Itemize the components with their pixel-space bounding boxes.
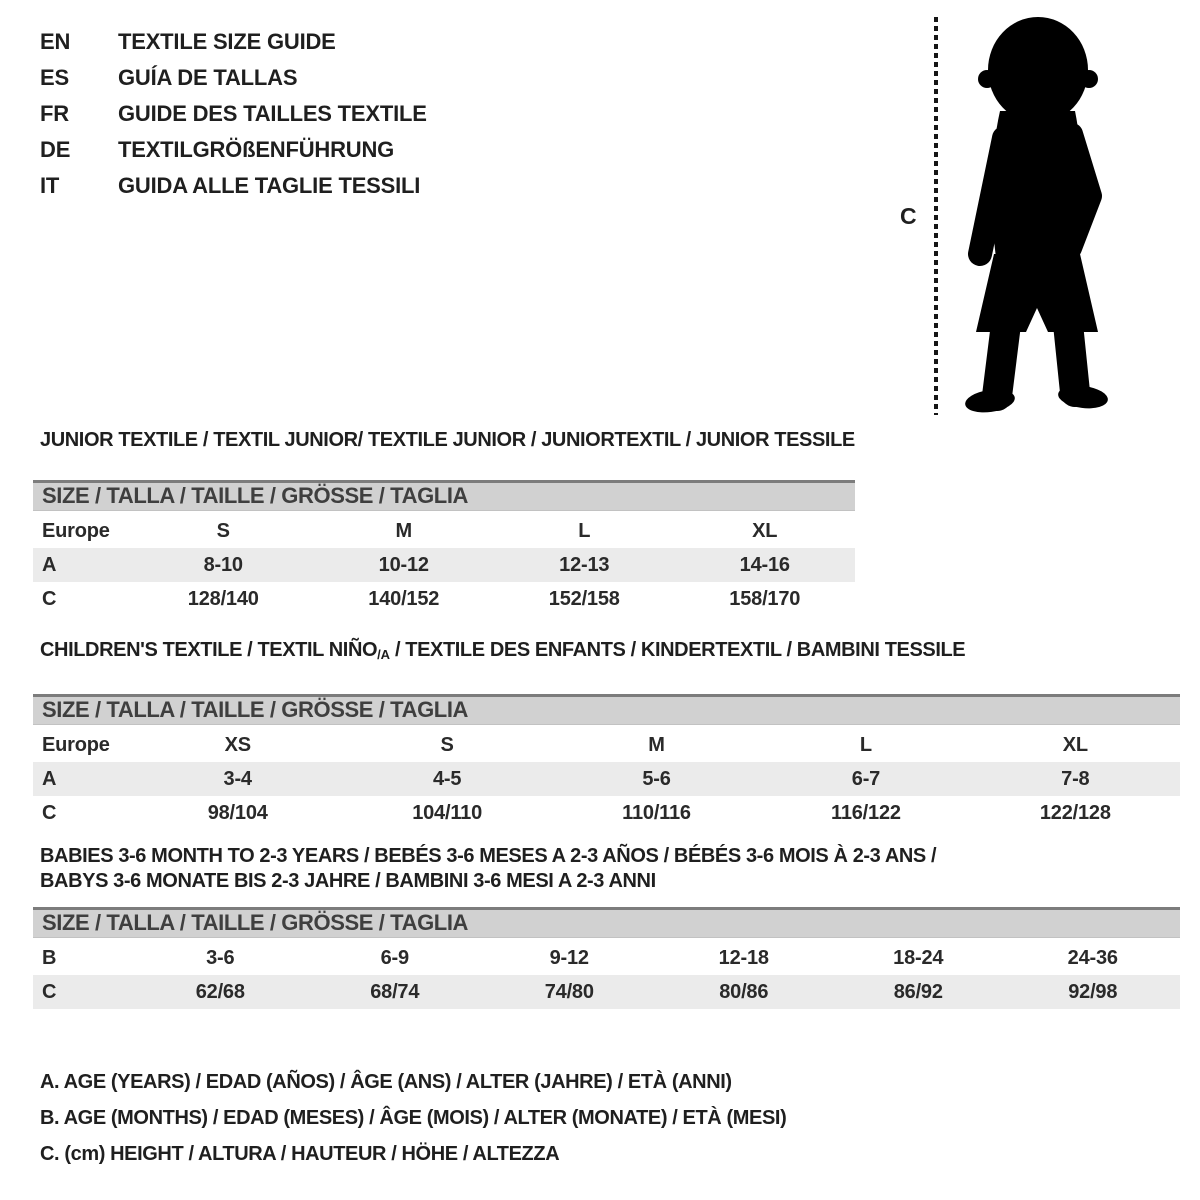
size-cell: S	[440, 733, 454, 756]
babies-title-line-1: BABIES 3-6 MONTH TO 2-3 YEARS / BEBÉS 3-6 MESES A 2-3 AÑOS / BÉBÉS 3-6 MOIS À 2-3 ANS /	[40, 845, 937, 867]
size-cell: 5-6	[642, 767, 671, 790]
size-cell: 152/158	[548, 587, 620, 610]
title-part-pre: CHILDREN'S TEXTILE / TEXTIL NIÑO	[40, 639, 378, 661]
height-dashed-line	[934, 17, 938, 415]
section-childrens-textile	[33, 638, 1180, 830]
row-label: C	[42, 587, 57, 610]
guide-title-en: TEXTILE SIZE GUIDE	[118, 29, 336, 54]
size-header-bar: SIZE / TALLA / TAILLE / GRÖSSE / TAGLIA	[33, 907, 1180, 938]
lang-code: IT	[40, 173, 60, 198]
babies-title-line-2: BABYS 3-6 MONATE BIS 2-3 JAHRE / BAMBINI 3-6 MESI A 2-3 ANNI	[40, 870, 656, 892]
lang-row-it	[40, 168, 427, 204]
table-row	[33, 582, 855, 616]
table-row	[33, 548, 855, 582]
section-junior-textile	[33, 428, 855, 616]
section-title-children	[40, 638, 1180, 667]
size-cell: 62/68	[195, 980, 245, 1003]
size-cell: 18-24	[893, 946, 944, 969]
children-size-table	[33, 728, 1180, 830]
row-label: B	[42, 946, 57, 969]
lang-row-en	[40, 24, 427, 60]
section-title-babies	[40, 844, 1180, 894]
size-cell: 86/92	[893, 980, 943, 1003]
size-cell: 74/80	[544, 980, 594, 1003]
legend	[40, 1064, 786, 1172]
size-cell: XL	[752, 519, 778, 542]
legend-line-c: C. (cm) HEIGHT / ALTURA / HAUTEUR / HÖHE / ALTEZZA	[40, 1143, 560, 1165]
size-cell: 158/170	[729, 587, 801, 610]
table-row	[33, 941, 1180, 975]
table-row	[33, 975, 1180, 1009]
row-label: A	[42, 553, 57, 576]
size-cell: 12-18	[718, 946, 769, 969]
size-cell: L	[859, 733, 872, 756]
legend-line-b: B. AGE (MONTHS) / EDAD (MESES) / ÂGE (MOIS) / ALTER (MONATE) / ETÀ (MESI)	[40, 1107, 787, 1129]
lang-code: FR	[40, 101, 69, 126]
size-cell: 8-10	[203, 553, 243, 576]
row-label: C	[42, 801, 57, 824]
lang-row-fr	[40, 96, 427, 132]
legend-line-a: A. AGE (YEARS) / EDAD (AÑOS) / ÂGE (ANS) / ALTER (JAHRE) / ETÀ (ANNI)	[40, 1071, 732, 1093]
size-header-bar: SIZE / TALLA / TAILLE / GRÖSSE / TAGLIA	[33, 480, 855, 511]
size-cell: S	[216, 519, 230, 542]
baby-height-figure	[900, 16, 1127, 416]
size-header-bar: SIZE / TALLA / TAILLE / GRÖSSE / TAGLIA	[33, 694, 1180, 725]
title-part-sub: /A	[377, 647, 390, 662]
size-cell: 80/86	[719, 980, 769, 1003]
row-label: A	[42, 767, 57, 790]
row-label: Europe	[42, 733, 110, 756]
size-cell: 14-16	[739, 553, 790, 576]
size-cell: 6-9	[380, 946, 409, 969]
babies-size-table	[33, 941, 1180, 1009]
size-cell: 12-13	[559, 553, 610, 576]
size-cell: 4-5	[432, 767, 462, 790]
table-row	[33, 728, 1180, 762]
size-cell: 110/116	[622, 801, 691, 824]
size-cell: 128/140	[187, 587, 259, 610]
size-cell: 6-7	[851, 767, 881, 790]
size-cell: 24-36	[1067, 946, 1118, 969]
size-cell: 104/110	[412, 801, 482, 824]
size-cell: 68/74	[370, 980, 420, 1003]
size-cell: 116/122	[831, 801, 901, 824]
size-cell: M	[648, 733, 665, 756]
table-row	[33, 514, 855, 548]
size-cell: L	[578, 519, 591, 542]
size-cell: M	[395, 519, 412, 542]
size-cell: 7-8	[1061, 767, 1090, 790]
baby-silhouette-icon	[952, 16, 1127, 416]
size-cell: 122/128	[1039, 801, 1111, 824]
size-cell: XL	[1062, 733, 1088, 756]
guide-title-it: GUIDA ALLE TAGLIE TESSILI	[118, 173, 421, 198]
lang-row-de	[40, 132, 427, 168]
table-row	[33, 796, 1180, 830]
language-title-list	[40, 24, 427, 204]
junior-size-table	[33, 514, 855, 616]
section-title-junior: JUNIOR TEXTILE / TEXTIL JUNIOR/ TEXTILE JUNIOR / JUNIORTEXTIL / JUNIOR TESSILE	[40, 429, 855, 451]
lang-code: DE	[40, 137, 71, 162]
row-label: Europe	[42, 519, 110, 542]
row-label: C	[42, 980, 57, 1003]
guide-title-es: GUÍA DE TALLAS	[118, 65, 298, 90]
lang-code: ES	[40, 65, 69, 90]
table-row	[33, 762, 1180, 796]
size-cell: 3-4	[223, 767, 252, 790]
size-cell: 9-12	[549, 946, 589, 969]
size-cell: 98/104	[207, 801, 268, 824]
size-cell: 140/152	[368, 587, 440, 610]
size-cell: XS	[224, 733, 251, 756]
section-babies-textile	[33, 844, 1180, 1009]
title-part-post: / TEXTILE DES ENFANTS / KINDERTEXTIL / BAMBINI TESSILE	[389, 639, 966, 661]
size-cell: 92/98	[1068, 980, 1118, 1003]
height-measure-label: C	[900, 202, 917, 229]
size-cell: 3-6	[206, 946, 235, 969]
size-cell: 10-12	[378, 553, 429, 576]
lang-row-es	[40, 60, 427, 96]
lang-code: EN	[40, 29, 71, 54]
guide-title-de: TEXTILGRÖßENFÜHRUNG	[118, 137, 395, 162]
guide-title-fr: GUIDE DES TAILLES TEXTILE	[118, 101, 427, 126]
